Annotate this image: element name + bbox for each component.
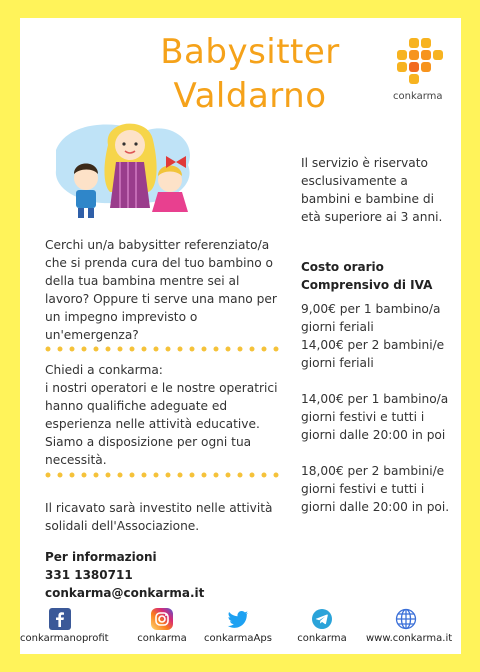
social-instagram[interactable] (122, 608, 202, 644)
flyer-card (20, 18, 461, 654)
twitter-icon (227, 608, 249, 630)
title-line-1: Babysitter (160, 32, 340, 72)
instagram-icon (151, 608, 173, 630)
page-title (145, 30, 355, 118)
title-line-2: Valdarno (173, 76, 327, 116)
social-facebook[interactable] (20, 608, 109, 644)
info-contacts[interactable]: 331 1380711 conkarma@conkarma.it (45, 568, 205, 600)
social-twitter[interactable] (198, 608, 278, 644)
intro-paragraph: Cerchi un/a babysitter referenziato/a che si prenda cura del tuo bambino o della tua bambina mentre sei al lavoro? Oppure ti serve una mano per un impegno imprevisto o un'emergenza? (45, 238, 277, 342)
price-list (301, 300, 451, 534)
ricavato-paragraph: Il ricavato sarà investito nelle attività solidali dell'Associazione. (45, 501, 273, 533)
social-label: conkarma (297, 633, 347, 644)
facebook-icon (49, 608, 71, 630)
price-item: 14,00€ per 2 bambini/e giorni feriali (301, 338, 445, 370)
social-label: conkarmanoprofit (20, 633, 109, 644)
chiedi-section (45, 361, 285, 469)
servizio-paragraph: Il servizio è riservato esclusivamente a bambini e bambine di età superiore ai 3 anni. (301, 156, 443, 224)
costo-title: Costo orario Comprensivo di IVA (301, 260, 433, 292)
conkarma-logo (393, 34, 443, 84)
price-item: 18,00€ per 2 bambini/e giorni festivi e tutti i giorni dalle 20:00 in poi. (301, 464, 450, 514)
price-item: 14,00€ per 1 bambino/a giorni festivi e tutti i giorni dalle 20:00 in poi (301, 392, 449, 442)
social-label: conkarmaAps (204, 633, 272, 644)
info-title: Per informazioni (45, 550, 157, 564)
social-label: www.conkarma.it (366, 633, 453, 644)
info-section (45, 548, 285, 602)
social-website[interactable] (366, 608, 453, 644)
chiedi-heading: Chiedi a conkarma: (45, 363, 163, 377)
dotted-divider (45, 471, 280, 479)
chiedi-body: i nostri operatori e le nostre operatrici hanno qualifiche adeguate ed esperienza nelle attività educative. Siamo a disposizione per ogni tua necessità. (45, 381, 278, 467)
logo-text: conkarma (393, 91, 443, 102)
globe-icon (395, 608, 417, 630)
telegram-icon (311, 608, 333, 630)
social-telegram[interactable] (282, 608, 362, 644)
children-illustration (48, 110, 198, 222)
social-label: conkarma (137, 633, 187, 644)
dotted-divider (45, 345, 280, 353)
price-item: 9,00€ per 1 bambino/a giorni feriali (301, 302, 441, 334)
